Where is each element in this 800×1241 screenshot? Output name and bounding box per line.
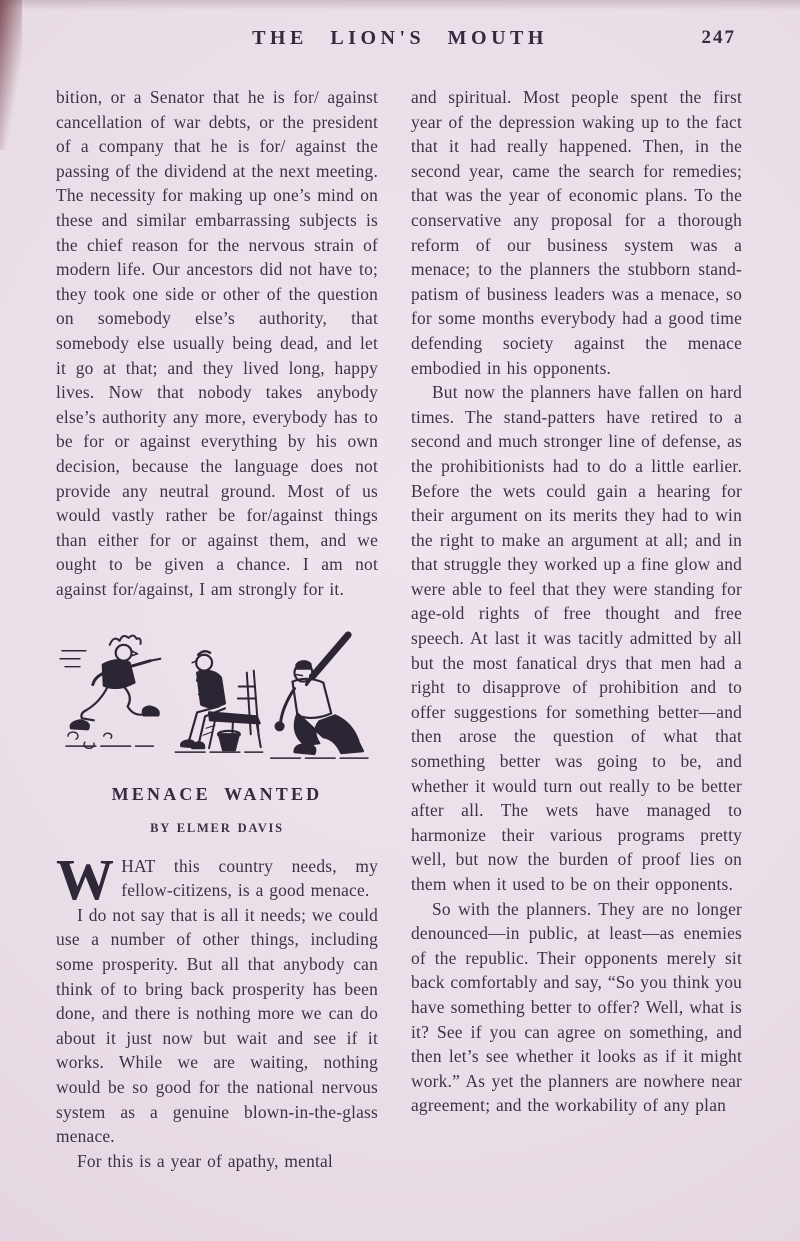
two-column-text: [0, 61, 800, 1173]
article-byline: BY ELMER DAVIS: [150, 821, 284, 836]
club-icon: [312, 635, 348, 677]
article-opening-text: HAT this country needs, my fellow-citizens, is a good menace.: [121, 855, 378, 901]
page-number: 247: [701, 27, 736, 48]
cartoon-three-figures: [58, 621, 376, 768]
body-paragraph-continuation: bition, or a Senator that he is for/ against cancellation of war debts, or the president of a company that he is for/ against the passing of the dividend at the next meeting. The necessity for making up one’s mind on these and similar embarrassing subjects is the chief reason for the nervous strain of modern life. Our ancestors did not have to; they took one side or other of the question on somebody else’s authority, that somebody else usually being dead, and let it go at that; and they lived long, happy lives. Now that nobody takes anybody else’s authority any more, everybody has to be for or against everything by his own decision, because the language does not provide any neutral ground. Most of us would vastly rather be for/against things than either for or against them, and we ought to be given a chance. I am not against for/against, I am strongly for it.: [56, 87, 378, 599]
speed-lines-icon: [60, 651, 86, 667]
body-paragraph-continuation: and spiritual. Most people spent the first year of the depression waking up to the fact that it had really happened. Then, in the second year, came the search for remedies; that was the year of economic plans. To the conservative any proposal for a thorough reform of our business system was a menace; to the planners the stubborn stand-patism of business leaders was a menace, so for some months everybody had a good time defending society against the menace embodied in his opponents.: [411, 87, 742, 378]
cartoon-illustration: [56, 621, 378, 768]
running-head-title: THE LION'S MOUTH: [252, 27, 548, 49]
body-paragraph-start: For this is a year of apathy, mental: [77, 1150, 333, 1171]
right-column: [411, 85, 742, 1173]
left-column: [56, 85, 378, 1173]
body-paragraph: But now the planners have fallen on hard times. The stand-patters have retired to a second and much stronger line of defense, as the prohibitionists had to do a little earlier. Before the wets could gain a hearing for their argument on its merits they had to win the right to make an argument at all; and in that struggle they worked up a fine glow and were able to feel that they were standing for age-old rights of free thought and free speech. At last it was tacitly admitted by all but the most fanatical drys that men had a right to disapprove of prohibition and to offer suggestions for something better—and then arose the question of what that something better was going to be, and whether it would turn out really to be better after all. The wets have managed to harmonize their various programs pretty well, but now the burden of proof lies on them when it used to be on their opponents.: [411, 382, 742, 894]
body-paragraph: So with the planners. They are no longer denounced—in public, at least—as enemies of the republic. Their opponents merely sit back comfortably and say, “So you think you have something better to offer? Well, what is it? See if you can agree on something, and then let’s see whether it looks as if it might work.” As yet the planners are nowhere near agreement; and the workability of any plan: [411, 898, 742, 1116]
article-opening-paragraph: [56, 846, 378, 912]
page-header: [0, 0, 800, 61]
article-title: MENACE WANTED: [111, 784, 323, 805]
drop-cap-letter: W: [56, 846, 115, 912]
body-paragraph: I do not say that is all it needs; we could use a number of other things, including some prosperity. But all that anybody can think of to bring back prosperity has been done, and there is nothing more we can do about it just now but wait and see if it works. While we are waiting, nothing would be so good for the national nervous system as a genuine blown-in-the-glass menace.: [56, 904, 378, 1147]
